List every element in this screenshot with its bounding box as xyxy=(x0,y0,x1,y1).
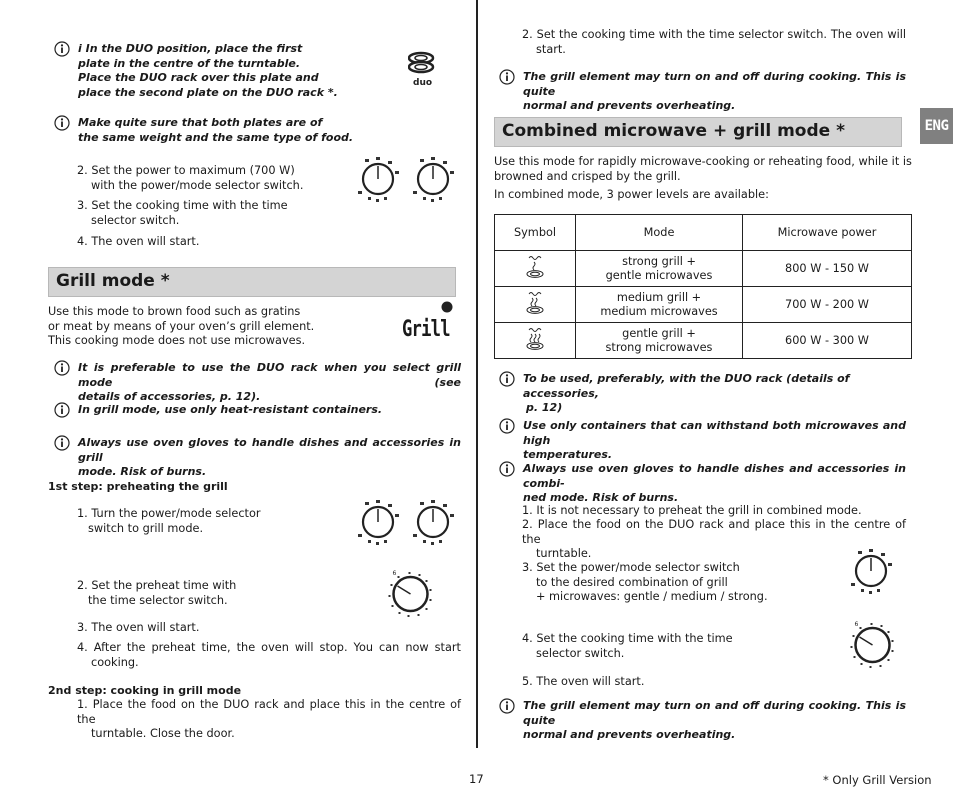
note-line: place the second plate on the DUO rack *. xyxy=(78,85,338,99)
note-line: It is preferable to use the DUO rack when you select grill mode (see xyxy=(78,361,461,389)
step-oven-start-combined: 5. The oven will start. xyxy=(522,675,645,688)
table-row xyxy=(495,323,912,359)
note-duo-rack-grill xyxy=(54,361,461,405)
symbol-cell xyxy=(495,323,576,359)
note-line: mode. Risk of burns. xyxy=(78,465,207,479)
note-line: Place the DUO rack over this plate and xyxy=(78,71,319,85)
info-icon xyxy=(54,435,70,451)
power-levels-table xyxy=(494,214,912,359)
note-line: The grill element may turn on and off during cooking. This is quite xyxy=(523,70,906,98)
note-grill-element-2 xyxy=(499,699,906,743)
note-line: Use only containers that can withstand both microwaves and high xyxy=(523,419,906,447)
combined-grill-microwave-icon xyxy=(526,254,544,280)
power-levels-text: In combined mode, 3 power levels are available: xyxy=(494,188,769,201)
note-grill-element xyxy=(499,70,906,114)
grill-mode-heading: Grill mode * xyxy=(48,267,456,297)
table-row xyxy=(495,287,912,323)
step-turn-selector: 1. Turn the power/mode selector switch to grill mode. xyxy=(77,507,261,535)
power-mode-dial-icon xyxy=(851,545,897,603)
note-line: The grill element may turn on and off during cooking. This is quite xyxy=(523,699,906,727)
power-mode-dial-icon xyxy=(358,496,404,554)
info-icon xyxy=(54,402,70,418)
step-set-cooking-time: 2. Set the cooking time with the time selector switch. The oven will start. xyxy=(522,28,906,56)
power-cell: 700 W - 200 W xyxy=(743,287,912,323)
note-duo-rack-combined xyxy=(499,372,906,416)
table-header-cell: Microwave power xyxy=(743,215,912,251)
table-row xyxy=(495,251,912,287)
step-set-preheat: 2. Set the preheat time with the time selector switch. xyxy=(77,579,237,607)
step-set-combination: 3. Set the power/mode selector switch to the desired combination of grill + microwaves: gentle / medium / strong. xyxy=(522,561,768,604)
info-icon xyxy=(54,360,70,376)
mode-cell: medium grill + medium microwaves xyxy=(576,287,743,323)
note-line: the same weight and the same type of food. xyxy=(78,130,354,144)
duo-label: duo xyxy=(413,78,433,88)
note-line: details of accessories, p. 12). xyxy=(78,390,261,404)
note-oven-gloves xyxy=(54,436,461,480)
timer-dial-icon xyxy=(387,570,435,618)
note-line: Always use oven gloves to handle dishes and accessories in combi- xyxy=(523,462,906,490)
grill-intro: Use this mode to brown food such as gratins or meat by means of your oven’s grill element. This cooking mode does not use microwaves. xyxy=(48,305,315,348)
timer-dial-icon xyxy=(849,621,897,669)
step-after-preheat: 4. After the preheat time, the oven will stop. You can now start cooking. xyxy=(77,641,461,669)
step-oven-start: 4. The oven will start. xyxy=(77,235,200,248)
note-same-weight xyxy=(54,116,384,145)
power-mode-dial-icon xyxy=(413,153,459,211)
step-no-preheat: 1. It is not necessary to preheat the grill in combined mode. xyxy=(522,504,862,517)
combined-grill-microwave-icon xyxy=(526,290,544,316)
note-line: ned mode. Risk of burns. xyxy=(523,491,679,505)
step-place-food-combined: 2. Place the food on the DUO rack and place this in the centre of the turntable. xyxy=(522,518,906,561)
table-header-cell: Mode xyxy=(576,215,743,251)
mode-cell: gentle grill + strong microwaves xyxy=(576,323,743,359)
step1-heading: 1st step: preheating the grill xyxy=(48,480,228,493)
grill-indicator-icon xyxy=(440,300,454,314)
note-containers xyxy=(499,419,906,463)
combined-mode-heading: Combined microwave + grill mode * xyxy=(494,117,902,147)
note-heat-resistant: In grill mode, use only heat-resistant containers. xyxy=(54,403,461,418)
combined-grill-microwave-icon xyxy=(526,326,544,352)
info-icon xyxy=(499,698,515,714)
footnote: * Only Grill Version xyxy=(823,773,932,787)
step-set-power: 2. Set the power to maximum (700 W) with the power/mode selector switch. xyxy=(77,164,304,192)
note-line: temperatures. xyxy=(523,448,613,462)
power-cell: 800 W - 150 W xyxy=(743,251,912,287)
note-line: plate in the centre of the turntable. xyxy=(78,56,301,70)
page-number: 17 xyxy=(469,772,484,786)
grill-logo: Grill xyxy=(402,317,450,342)
note-line: Always use oven gloves to handle dishes and accessories in grill xyxy=(78,436,461,464)
table-header-row xyxy=(495,215,912,251)
language-tab: ENG xyxy=(920,108,953,144)
column-divider xyxy=(476,0,478,748)
info-icon xyxy=(499,461,515,477)
mode-cell: strong grill + gentle microwaves xyxy=(576,251,743,287)
power-mode-dial-icon xyxy=(358,153,404,211)
power-mode-dial-icon xyxy=(413,496,459,554)
note-duo-position xyxy=(54,42,354,100)
power-cell: 600 W - 300 W xyxy=(743,323,912,359)
info-icon xyxy=(499,69,515,85)
note-line: p. 12) xyxy=(526,401,563,415)
info-icon xyxy=(54,41,70,57)
step-set-cooking-time-combined: 4. Set the cooking time with the time selector switch. xyxy=(522,632,733,660)
info-icon xyxy=(499,418,515,434)
table-header-cell: Symbol xyxy=(495,215,576,251)
step-oven-start-2: 3. The oven will start. xyxy=(77,621,200,634)
duo-plates-icon xyxy=(408,50,436,90)
note-line: normal and prevents overheating. xyxy=(523,728,736,742)
step-set-time: 3. Set the cooking time with the time selector switch. xyxy=(77,199,288,227)
note-line: normal and prevents overheating. xyxy=(523,99,736,113)
info-icon xyxy=(499,371,515,387)
combined-intro: Use this mode for rapidly microwave-cooking or reheating food, while it is browned and crisped by the grill. xyxy=(494,155,912,183)
step-place-food: 1. Place the food on the DUO rack and place this in the centre of the turntable. Close the door. xyxy=(77,698,461,741)
note-line: i In the DUO position, place the first xyxy=(78,42,303,55)
note-oven-gloves-combined xyxy=(499,462,906,506)
info-icon xyxy=(54,115,70,131)
symbol-cell xyxy=(495,287,576,323)
note-line: Make quite sure that both plates are of xyxy=(78,116,323,129)
step2-heading: 2nd step: cooking in grill mode xyxy=(48,684,242,697)
note-line: To be used, preferably, with the DUO rack (details of accessories, xyxy=(523,372,850,400)
symbol-cell xyxy=(495,251,576,287)
